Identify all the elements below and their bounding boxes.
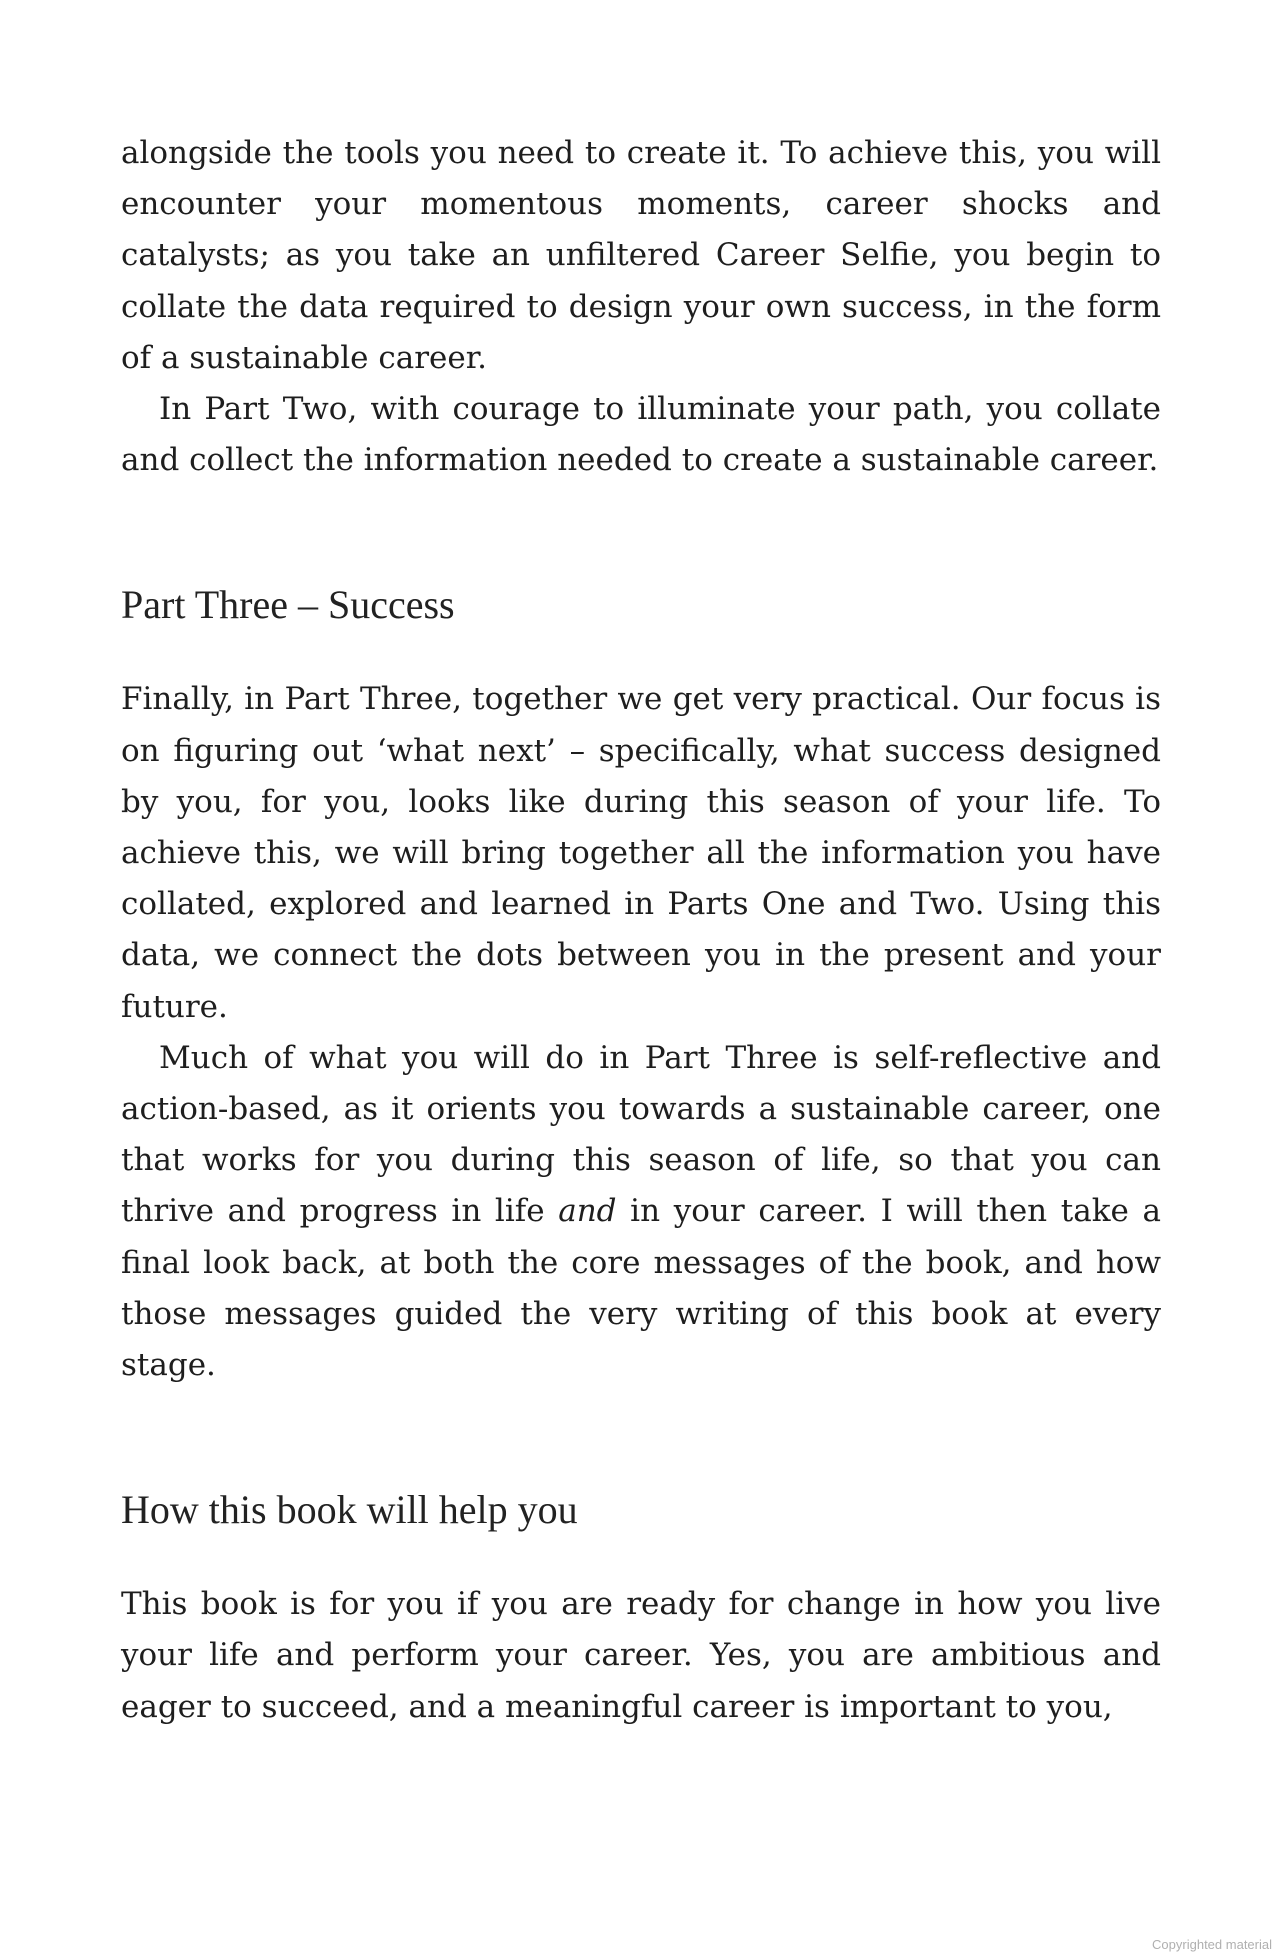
copyright-watermark: Copyrighted material (1152, 1937, 1272, 1952)
paragraph-text: Much of what you will do in Part Three is self-reflective and action-based, as it orients you towards a sustainable career, one that works for you during this season of life, so that you can thrive and progress in life (121, 1039, 1161, 1230)
section-heading: Part Three – Success (121, 582, 455, 628)
body-paragraph: In Part Two, with courage to illuminate your path, you collate and collect the information needed to create a sustainable career. (121, 391, 1161, 479)
emphasis-text: and (558, 1193, 617, 1230)
body-paragraph: Finally, in Part Three, together we get very practical. Our focus is on figuring out ‘what next’ – specifically, what success designed by you, for you, looks like during this season of your life. To achieve this, we will bring together all the information you have collated, explored and learned in Parts One and Two. Using this data, we connect the dots between you in the present and your future. (121, 681, 1161, 1025)
body-paragraph: This book is for you if you are ready for change in how you live your life and perform your career. Yes, you are ambitious and eager to succeed, and a meaningful career is important to you, (121, 1586, 1161, 1725)
body-paragraph (121, 1033, 1161, 1391)
book-page (121, 128, 1161, 1733)
body-paragraph: alongside the tools you need to create it. To achieve this, you will encounter your momentous moments, career shocks and catalysts; as you take an unfiltered Career Selfie, you begin to collate the data required to design your own success, in the form of a sustainable career. (121, 135, 1161, 376)
section-heading: How this book will help you (121, 1487, 578, 1533)
paragraph-text: in your career. I will then take a final look back, at both the core messages of the book, and how those messages guided the very writing of this book at every stage. (121, 1193, 1161, 1384)
